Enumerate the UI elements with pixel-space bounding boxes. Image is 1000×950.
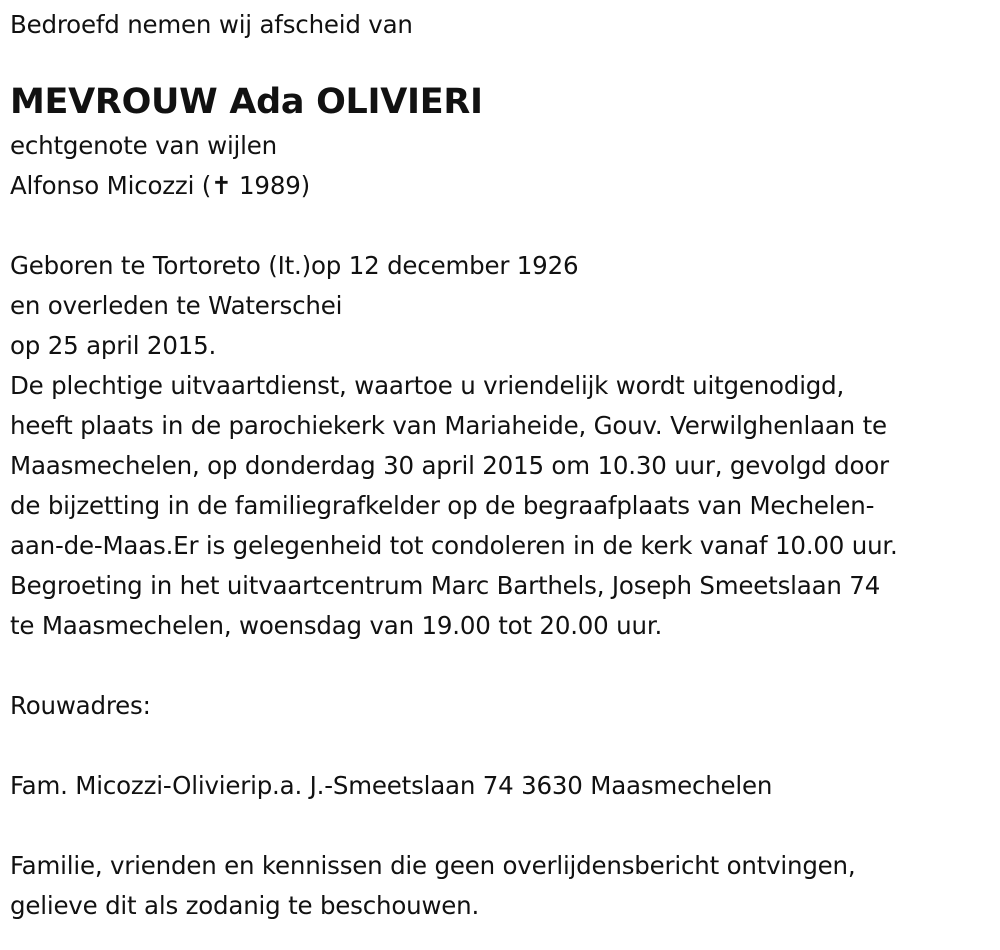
spacer: [10, 45, 995, 76]
deceased-name: MEVROUW Ada OLIVIERI: [10, 82, 483, 122]
address-line: Fam. Micozzi-Olivierip.a. J.-Smeetslaan 74 3630 Maasmechelen: [10, 771, 773, 800]
body-line: te Maasmechelen, woensdag van 19.00 tot 20.00 uur.: [10, 611, 663, 640]
body-line: en overleden te Waterschei: [10, 291, 343, 320]
body-line: De plechtige uitvaartdienst, waartoe u vriendelijk wordt uitgenodigd,: [10, 371, 845, 400]
body-line: aan-de-Maas.Er is gelegenheid tot condoleren in de kerk vanaf 10.00 uur.: [10, 531, 898, 560]
closing-line-1: Familie, vrienden en kennissen die geen overlijdensbericht ontvingen,: [10, 851, 856, 880]
body-line: Geboren te Tortoreto (It.)op 12 december 1926: [10, 251, 579, 280]
body-line: de bijzetting in de familiegrafkelder op de begraafplaats van Mechelen-: [10, 491, 875, 520]
spouse-line-1: echtgenote van wijlen: [10, 131, 277, 160]
intro-text: Bedroefd nemen wij afscheid van: [10, 10, 413, 39]
body-line: heeft plaats in de parochiekerk van Mariaheide, Gouv. Verwilghenlaan te: [10, 411, 887, 440]
body-line: Begroeting in het uitvaartcentrum Marc Barthels, Joseph Smeetslaan 74: [10, 571, 881, 600]
spacer: [10, 646, 995, 686]
closing-line-2: gelieve dit als zodanig te beschouwen.: [10, 891, 480, 920]
address-label: Rouwadres:: [10, 691, 151, 720]
spacer: [10, 726, 995, 766]
spouse-line-2: Alfonso Micozzi (✝ 1989): [10, 171, 310, 200]
spacer: [10, 206, 995, 246]
obituary-notice: [10, 0, 995, 926]
body-line: Maasmechelen, op donderdag 30 april 2015 om 10.30 uur, gevolgd door: [10, 451, 889, 480]
spacer: [10, 806, 995, 846]
body-line: op 25 april 2015.: [10, 331, 217, 360]
